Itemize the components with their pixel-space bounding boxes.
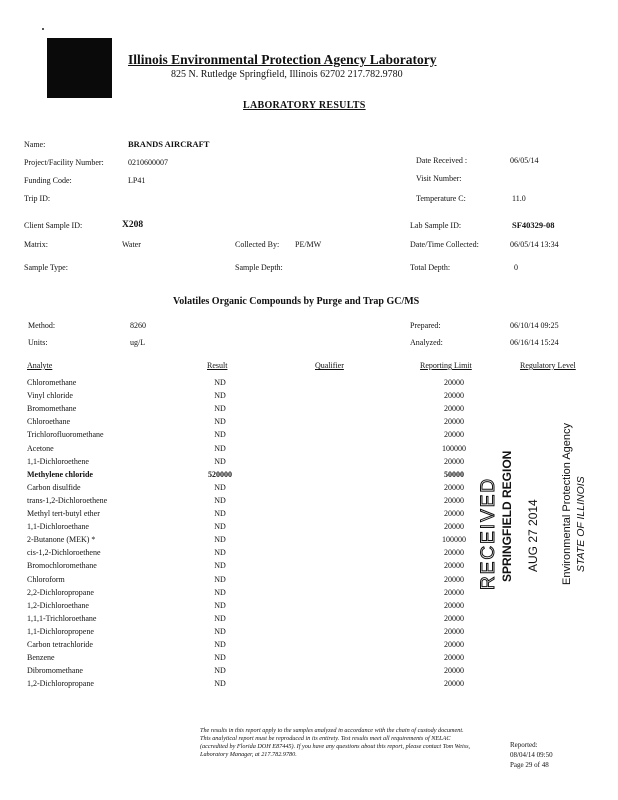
- col-result: Result: [207, 361, 228, 370]
- row-analyte: Bromomethane: [27, 404, 77, 413]
- total-depth-label: Total Depth:: [410, 263, 451, 272]
- row-analyte: 1,1-Dichloroethane: [27, 522, 89, 531]
- row-reporting-limit: 20000: [444, 561, 464, 570]
- row-reporting-limit: 20000: [444, 430, 464, 439]
- client-sample-label: Client Sample ID:: [24, 221, 83, 230]
- row-reporting-limit: 20000: [444, 522, 464, 531]
- row-analyte: Chloroethane: [27, 417, 71, 426]
- col-reporting-limit: Reporting Limit: [420, 361, 472, 370]
- row-result: ND: [214, 614, 226, 623]
- row-result: 520000: [208, 470, 232, 479]
- row-reporting-limit: 100000: [442, 535, 466, 544]
- row-reporting-limit: 20000: [444, 509, 464, 518]
- row-result: ND: [214, 430, 226, 439]
- row-result: ND: [214, 391, 226, 400]
- stamp-region: SPRINGFIELD REGION: [500, 450, 514, 582]
- row-result: ND: [214, 561, 226, 570]
- row-result: ND: [214, 483, 226, 492]
- row-analyte: cis-1,2-Dichloroethene: [27, 548, 101, 557]
- row-reporting-limit: 20000: [444, 666, 464, 675]
- name-value: BRANDS AIRCRAFT: [128, 139, 210, 149]
- row-result: ND: [214, 535, 226, 544]
- page-number: Page 29 of 48: [510, 761, 549, 769]
- footer-note: The results in this report apply to the samples analyzed in accordance with the chain of custody document. This analytical report must be reproduced in its entirety. Test results meet all requirements of NELAC (accredited by Florida DOH E87445). If you have any questions about this report, please contact Tom Weiss, Laboratory Manager, at 217.782.9780.: [200, 727, 471, 758]
- row-analyte: Chloroform: [27, 575, 65, 584]
- col-regulatory-level: Regulatory Level: [520, 361, 576, 370]
- row-analyte: Trichlorofluoromethane: [27, 430, 104, 439]
- row-result: ND: [214, 378, 226, 387]
- client-sample-value: X208: [122, 220, 144, 230]
- row-analyte: Methyl tert-butyl ether: [27, 509, 100, 518]
- row-reporting-limit: 20000: [444, 496, 464, 505]
- row-analyte: 1,2-Dichloroethane: [27, 601, 89, 610]
- lab-title: Illinois Environmental Protection Agency Laboratory: [128, 52, 437, 67]
- col-analyte: Analyte: [27, 361, 53, 370]
- row-reporting-limit: 20000: [444, 391, 464, 400]
- prepared-label: Prepared:: [410, 321, 441, 330]
- row-result: ND: [214, 666, 226, 675]
- row-analyte: Dibromomethane: [27, 666, 83, 675]
- row-reporting-limit: 50000: [444, 470, 464, 479]
- row-analyte: 2-Butanone (MEK) *: [27, 535, 96, 544]
- collected-by-value: PE/MW: [295, 240, 322, 249]
- row-analyte: Vinyl chloride: [27, 391, 73, 400]
- units-label: Units:: [28, 338, 48, 347]
- row-reporting-limit: 20000: [444, 483, 464, 492]
- reported-value: 08/04/14 09:50: [510, 751, 553, 759]
- name-label: Name:: [24, 140, 46, 149]
- row-analyte: 2,2-Dichloropropane: [27, 588, 94, 597]
- row-reporting-limit: 20000: [444, 601, 464, 610]
- project-label: Project/Facility Number:: [24, 158, 104, 167]
- row-result: ND: [214, 522, 226, 531]
- row-reporting-limit: 20000: [444, 378, 464, 387]
- date-received-value: 06/05/14: [510, 156, 539, 165]
- analyzed-value: 06/16/14 15:24: [510, 338, 559, 347]
- row-result: ND: [214, 640, 226, 649]
- report-title: LABORATORY RESULTS: [243, 100, 366, 111]
- row-result: ND: [214, 548, 226, 557]
- row-analyte: 1,1,1-Trichloroethane: [27, 614, 97, 623]
- method-value: 8260: [130, 321, 146, 330]
- collected-by-label: Collected By:: [235, 240, 280, 249]
- row-reporting-limit: 20000: [444, 548, 464, 557]
- row-analyte: trans-1,2-Dichloroethene: [27, 496, 108, 505]
- total-depth-value: 0: [514, 263, 518, 272]
- row-reporting-limit: 20000: [444, 457, 464, 466]
- matrix-label: Matrix:: [24, 240, 48, 249]
- agency-logo-block: [47, 38, 112, 98]
- row-analyte: Acetone: [27, 444, 54, 453]
- row-result: ND: [214, 496, 226, 505]
- row-reporting-limit: 20000: [444, 417, 464, 426]
- row-analyte: Benzene: [27, 653, 55, 662]
- row-result: ND: [214, 457, 226, 466]
- row-reporting-limit: 20000: [444, 627, 464, 636]
- reported-block: [510, 740, 553, 770]
- row-result: ND: [214, 601, 226, 610]
- row-analyte: Chloromethane: [27, 378, 77, 387]
- stamp-agency: Environmental Protection Agency: [561, 422, 573, 585]
- row-result: ND: [214, 679, 226, 688]
- method-label: Method:: [28, 321, 56, 330]
- sample-depth-label: Sample Depth:: [235, 263, 283, 272]
- row-analyte: Bromochloromethane: [27, 561, 97, 570]
- row-analyte: 1,1-Dichloropropene: [27, 627, 94, 636]
- trip-label: Trip ID:: [24, 194, 51, 203]
- row-reporting-limit: 20000: [444, 614, 464, 623]
- row-result: ND: [214, 417, 226, 426]
- row-reporting-limit: 100000: [442, 444, 466, 453]
- row-analyte: 1,2-Dichloropropane: [27, 679, 94, 688]
- date-collected-value: 06/05/14 13:34: [510, 240, 559, 249]
- section-title: Volatiles Organic Compounds by Purge and Trap GC/MS: [173, 296, 420, 307]
- stamp-received: RECEIVED: [478, 476, 499, 590]
- row-result: ND: [214, 575, 226, 584]
- funding-label: Funding Code:: [24, 176, 72, 185]
- row-result: ND: [214, 444, 226, 453]
- row-result: ND: [214, 627, 226, 636]
- sample-type-label: Sample Type:: [24, 263, 68, 272]
- row-reporting-limit: 20000: [444, 588, 464, 597]
- temperature-label: Temperature C:: [416, 194, 466, 203]
- matrix-value: Water: [122, 240, 141, 249]
- units-value: ug/L: [130, 338, 146, 347]
- reported-label: Reported:: [510, 741, 538, 749]
- row-reporting-limit: 20000: [444, 653, 464, 662]
- date-received-label: Date Received :: [416, 156, 468, 165]
- row-reporting-limit: 20000: [444, 679, 464, 688]
- row-result: ND: [214, 588, 226, 597]
- row-analyte: Carbon disulfide: [27, 483, 81, 492]
- row-result: ND: [214, 653, 226, 662]
- row-analyte: Carbon tetrachloride: [27, 640, 93, 649]
- visit-number-label: Visit Number:: [416, 174, 462, 183]
- row-reporting-limit: 20000: [444, 640, 464, 649]
- date-collected-label: Date/Time Collected:: [410, 240, 479, 249]
- row-analyte: Methylene chloride: [27, 470, 93, 479]
- scan-speck: [42, 28, 44, 30]
- row-reporting-limit: 20000: [444, 575, 464, 584]
- lab-address: 825 N. Rutledge Springfield, Illinois 62702 217.782.9780: [171, 69, 403, 80]
- row-result: ND: [214, 509, 226, 518]
- lab-sample-label: Lab Sample ID:: [410, 221, 462, 230]
- temperature-value: 11.0: [512, 194, 526, 203]
- prepared-value: 06/10/14 09:25: [510, 321, 559, 330]
- row-result: ND: [214, 404, 226, 413]
- funding-value: LP41: [128, 176, 146, 185]
- row-analyte: 1,1-Dichloroethene: [27, 457, 89, 466]
- col-qualifier: Qualifier: [315, 361, 344, 370]
- stamp-state: STATE OF ILLINOIS: [575, 476, 587, 572]
- stamp-date: AUG 27 2014: [526, 499, 540, 572]
- project-value: 0210600007: [128, 158, 168, 167]
- row-reporting-limit: 20000: [444, 404, 464, 413]
- lab-sample-value: SF40329-08: [512, 220, 555, 230]
- analyzed-label: Analyzed:: [410, 338, 443, 347]
